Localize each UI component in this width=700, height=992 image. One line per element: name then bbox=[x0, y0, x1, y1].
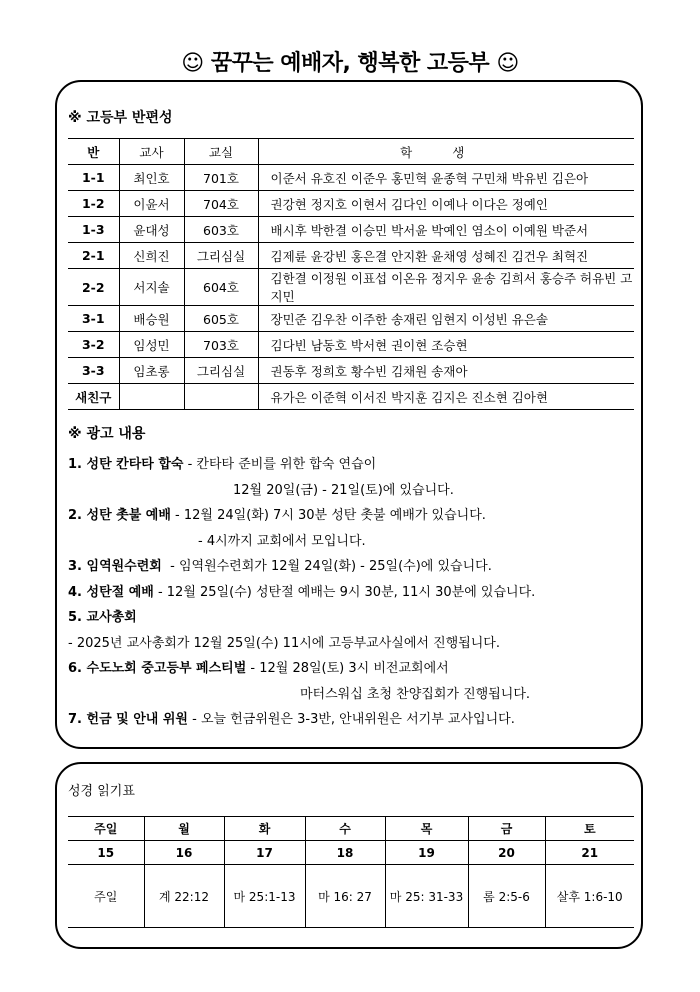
reading-cell: 주일 bbox=[68, 865, 144, 928]
class-row bbox=[68, 269, 634, 306]
class-teacher: 서지솔 bbox=[119, 269, 184, 306]
class-ban: 새친구 bbox=[68, 384, 119, 410]
ad-title: 2. 성탄 촛불 예배 bbox=[68, 508, 171, 523]
class-ban: 1-3 bbox=[68, 217, 119, 243]
class-teacher: 임성민 bbox=[119, 332, 184, 358]
dates-row bbox=[68, 841, 634, 865]
class-room bbox=[184, 384, 258, 410]
class-teacher: 배승원 bbox=[119, 306, 184, 332]
class-row bbox=[68, 165, 634, 191]
date-cell: 21 bbox=[545, 841, 634, 865]
class-ban: 3-3 bbox=[68, 358, 119, 384]
class-table bbox=[68, 138, 634, 410]
ad-item-4 bbox=[68, 580, 638, 606]
reading-cell: 살후 1:6-10 bbox=[545, 865, 634, 928]
ad-title: 5. 교사총회 bbox=[68, 610, 137, 625]
class-row bbox=[68, 191, 634, 217]
bible-reading-table bbox=[68, 816, 634, 928]
ad-item-3 bbox=[68, 554, 638, 580]
class-room: 605호 bbox=[184, 306, 258, 332]
class-table-header bbox=[68, 139, 634, 165]
class-row bbox=[68, 306, 634, 332]
day-cell: 주일 bbox=[68, 817, 144, 841]
class-teacher: 이윤서 bbox=[119, 191, 184, 217]
day-cell: 토 bbox=[545, 817, 634, 841]
class-row bbox=[68, 243, 634, 269]
readings-row bbox=[68, 865, 634, 928]
days-row bbox=[68, 817, 634, 841]
ad-item-1 bbox=[68, 452, 638, 478]
header-students: 학생 bbox=[258, 139, 634, 165]
class-teacher bbox=[119, 384, 184, 410]
ad-text: - 임역원수련회가 12월 24일(화) - 25일(수)에 있습니다. bbox=[161, 559, 492, 574]
ads-list bbox=[68, 452, 638, 733]
class-ban: 3-1 bbox=[68, 306, 119, 332]
reading-cell: 마 25: 31-33 bbox=[385, 865, 468, 928]
reading-cell: 마 16: 27 bbox=[305, 865, 385, 928]
class-room: 704호 bbox=[184, 191, 258, 217]
class-students: 김한결 이정원 이표섭 이온유 정지우 윤송 김희서 홍승주 허유빈 고지민 bbox=[258, 269, 634, 306]
date-cell: 15 bbox=[68, 841, 144, 865]
class-row bbox=[68, 332, 634, 358]
bible-reading-box bbox=[55, 762, 643, 949]
ad-item-6 bbox=[68, 656, 638, 682]
class-teacher: 윤대성 bbox=[119, 217, 184, 243]
date-cell: 17 bbox=[224, 841, 305, 865]
ad-title: 1. 성탄 칸타타 합숙 bbox=[68, 457, 184, 472]
day-cell: 월 bbox=[144, 817, 224, 841]
class-students: 이준서 유호진 이준우 홍민혁 윤종혁 구민채 박유빈 김은아 bbox=[258, 165, 634, 191]
header-ban: 반 bbox=[68, 139, 119, 165]
ad-text: - 12월 28일(토) 3시 비전교회에서 bbox=[246, 661, 449, 676]
class-students: 장민준 김우찬 이주한 송재린 임현지 이성빈 유은솔 bbox=[258, 306, 634, 332]
ad-item-1-cont: 12월 20일(금) - 21일(토)에 있습니다. bbox=[233, 482, 454, 498]
date-cell: 16 bbox=[144, 841, 224, 865]
day-cell: 화 bbox=[224, 817, 305, 841]
class-room: 603호 bbox=[184, 217, 258, 243]
class-teacher: 최인호 bbox=[119, 165, 184, 191]
ad-item-2-cont: - 4시까지 교회에서 모입니다. bbox=[198, 533, 366, 549]
day-cell: 수 bbox=[305, 817, 385, 841]
class-teacher: 임초롱 bbox=[119, 358, 184, 384]
class-room: 701호 bbox=[184, 165, 258, 191]
class-room: 703호 bbox=[184, 332, 258, 358]
class-ban: 1-1 bbox=[68, 165, 119, 191]
class-room: 604호 bbox=[184, 269, 258, 306]
day-cell: 목 bbox=[385, 817, 468, 841]
class-students: 배시후 박한결 이승민 박서윤 박예인 염소이 이예원 박준서 bbox=[258, 217, 634, 243]
class-teacher: 신희진 bbox=[119, 243, 184, 269]
class-room: 그리심실 bbox=[184, 243, 258, 269]
class-ban: 2-1 bbox=[68, 243, 119, 269]
ad-text: - 오늘 헌금위원은 3-3반, 안내위원은 서기부 교사입니다. bbox=[188, 712, 515, 727]
reading-cell: 롬 2:5-6 bbox=[468, 865, 545, 928]
class-ban: 1-2 bbox=[68, 191, 119, 217]
class-row bbox=[68, 217, 634, 243]
ad-item-2 bbox=[68, 503, 638, 529]
page-title: ☺ 꿈꾸는 예배자, 행복한 고등부 ☺ bbox=[181, 51, 519, 76]
class-row bbox=[68, 358, 634, 384]
class-students: 유가은 이준혁 이서진 박지훈 김지은 진소현 김아현 bbox=[258, 384, 634, 410]
ad-text: - 칸타타 준비를 위한 합숙 연습이 bbox=[183, 457, 377, 472]
ad-item-6-cont: 마터스워십 초청 찬양집회가 진행됩니다. bbox=[300, 686, 531, 702]
ad-text: - 12월 25일(수) 성탄절 예배는 9시 30분, 11시 30분에 있습니다. bbox=[153, 584, 536, 600]
class-students: 김제륜 윤강빈 홍은결 안지환 윤채영 성혜진 김건우 최혁진 bbox=[258, 243, 634, 269]
ad-item-5-cont: - 2025년 교사총회가 12월 25일(수) 11시에 고등부교사실에서 진행됩니다. bbox=[68, 635, 500, 651]
ad-title: 6. 수도노회 중고등부 페스티벌 bbox=[68, 661, 247, 676]
class-students: 권강현 정지호 이현서 김다인 이예나 이다은 정예인 bbox=[258, 191, 634, 217]
header-teacher: 교사 bbox=[119, 139, 184, 165]
class-students: 김다빈 남동호 박서현 권이현 조승현 bbox=[258, 332, 634, 358]
class-row bbox=[68, 384, 634, 410]
reading-cell: 계 22:12 bbox=[144, 865, 224, 928]
date-cell: 18 bbox=[305, 841, 385, 865]
reading-cell: 마 25:1-13 bbox=[224, 865, 305, 928]
ad-item-5 bbox=[68, 605, 638, 631]
date-cell: 19 bbox=[385, 841, 468, 865]
ad-title: 4. 성탄절 예배 bbox=[68, 584, 154, 600]
date-cell: 20 bbox=[468, 841, 545, 865]
header-room: 교실 bbox=[184, 139, 258, 165]
ad-title: 3. 임역원수련회 bbox=[68, 559, 162, 574]
ad-title: 7. 헌금 및 안내 위원 bbox=[68, 712, 188, 727]
class-ban: 3-2 bbox=[68, 332, 119, 358]
class-students: 권동후 정희호 황수빈 김채원 송재아 bbox=[258, 358, 634, 384]
ad-text: - 12월 24일(화) 7시 30분 성탄 촛불 예배가 있습니다. bbox=[170, 508, 486, 523]
bible-heading: 성경 읽기표 bbox=[68, 784, 135, 799]
class-section-heading: ※ 고등부 반편성 bbox=[68, 110, 173, 126]
ads-section-heading: ※ 광고 내용 bbox=[68, 426, 146, 442]
class-ban: 2-2 bbox=[68, 269, 119, 306]
ad-item-7 bbox=[68, 707, 638, 733]
class-room: 그리심실 bbox=[184, 358, 258, 384]
class-and-ads-box bbox=[55, 80, 643, 749]
day-cell: 금 bbox=[468, 817, 545, 841]
